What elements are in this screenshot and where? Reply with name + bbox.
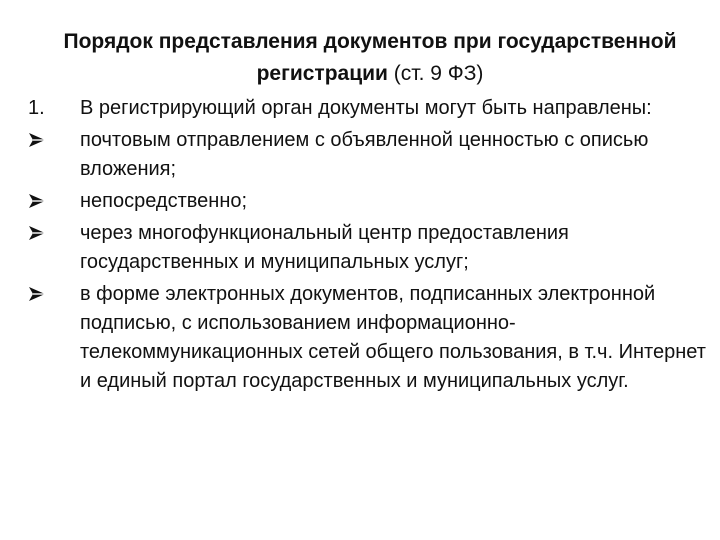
list-item-1	[28, 94, 708, 123]
list-number: 1.	[28, 97, 45, 119]
arrow-bullet-icon	[28, 187, 68, 209]
arrow-bullet-icon	[28, 280, 68, 302]
title-main: Порядок представления документов при государственной регистрации	[63, 30, 677, 85]
title-suffix: (ст. 9 ФЗ)	[393, 62, 484, 85]
list-item-4	[28, 219, 708, 277]
list-item-2	[28, 126, 708, 184]
list-item-text: через многофункциональный центр предоставления государственных и муниципальных услуг;	[80, 222, 569, 273]
arrow-bullet-icon	[28, 219, 68, 241]
list-item-3	[28, 187, 708, 216]
list-item-5	[28, 280, 708, 396]
list-item-text: в форме электронных документов, подписанных электронной подписью, с использованием информационно-телекоммуникационных сетей общего пользования, в т.ч. Интернет и единый портал государственных и муниципальных услуг.	[80, 283, 706, 392]
arrow-bullet-icon	[28, 126, 68, 148]
list-item-text: непосредственно;	[80, 190, 248, 212]
document-list	[28, 94, 708, 399]
list-item-text: В регистрирующий орган документы могут быть направлены:	[80, 97, 652, 119]
slide-title	[40, 26, 700, 90]
list-item-text: почтовым отправлением с объявленной ценностью с описью вложения;	[80, 129, 649, 180]
